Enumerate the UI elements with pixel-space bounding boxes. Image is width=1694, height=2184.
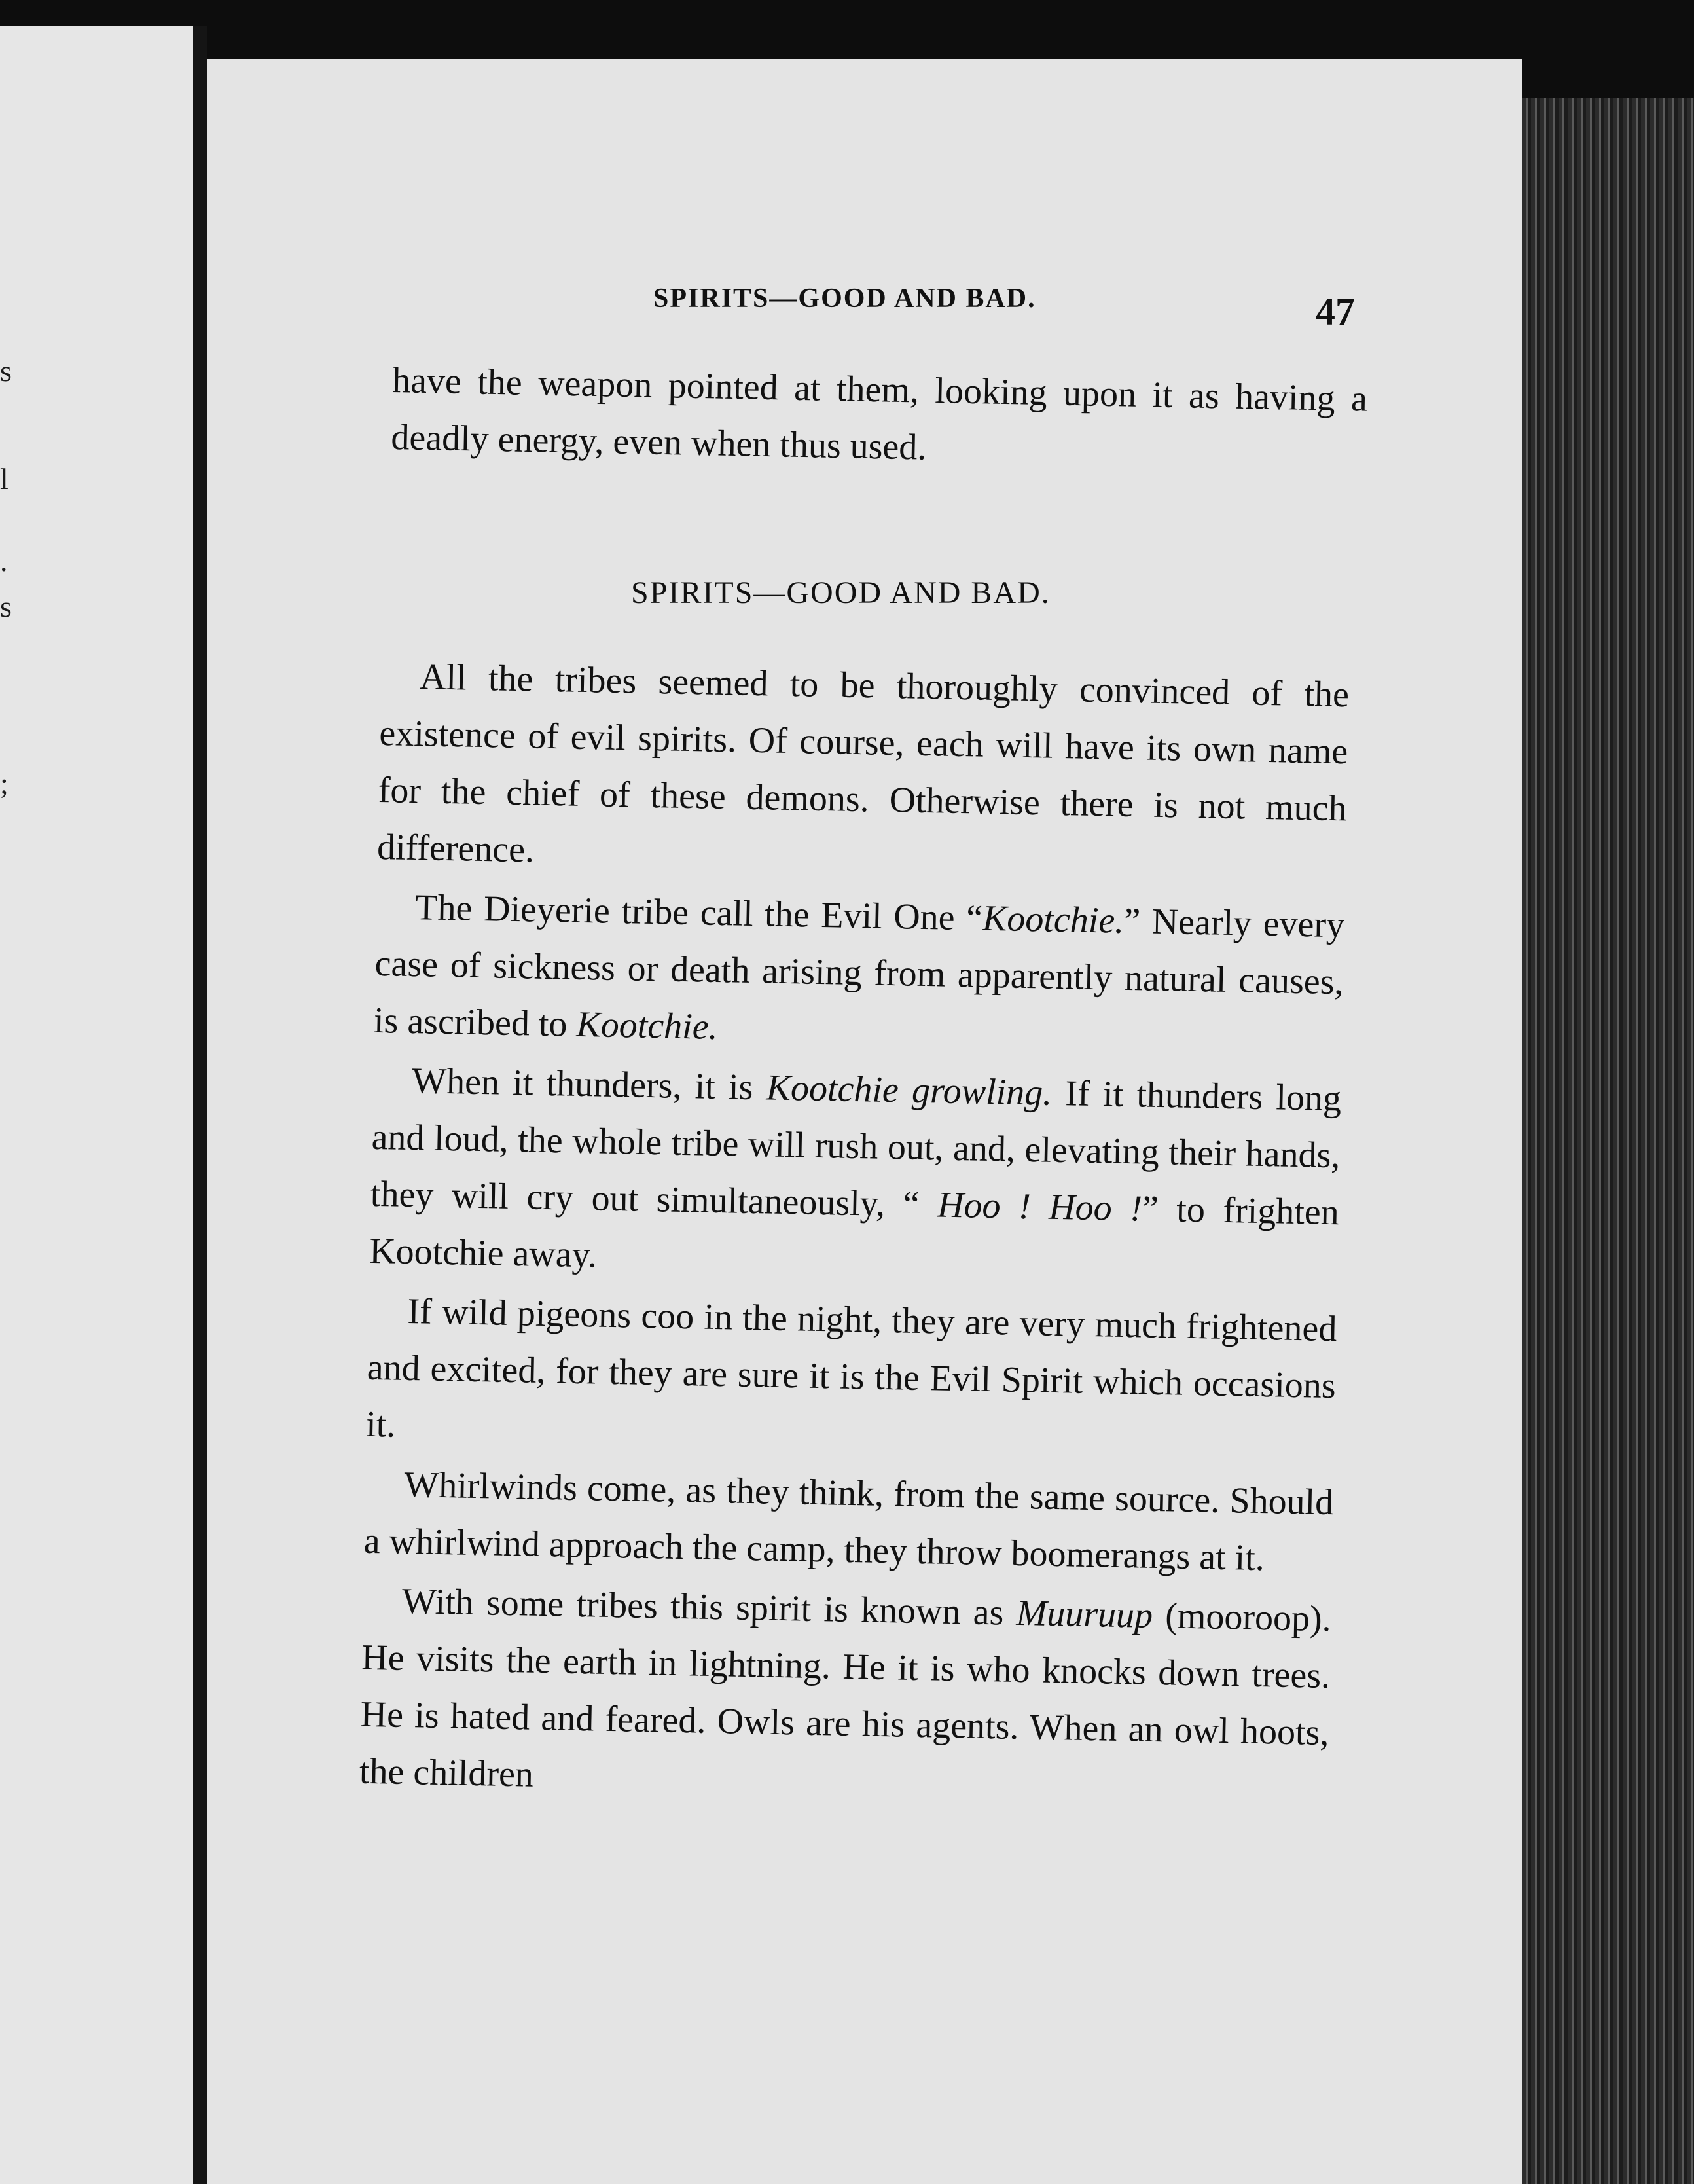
italic-run: Kootchie growling.: [766, 1067, 1053, 1114]
left-page-fragment: l: [0, 462, 9, 496]
italic-run: Hoo ! Hoo !: [918, 1184, 1143, 1229]
italic-run: Kootchie.: [982, 898, 1125, 941]
paragraph: [359, 1573, 1331, 1819]
italic-run: Kootchie.: [575, 1004, 719, 1047]
left-page: [0, 26, 193, 2184]
text-run: When it thunders, it is: [411, 1061, 767, 1108]
paragraph: have the weapon pointed at them, looking upon it as having a deadly energy, even when thus used.: [390, 359, 1368, 468]
page-number: 47: [1316, 290, 1355, 333]
paragraph: Whirlwinds come, as they think, from the same source. Should a whirlwind approach the camp, they throw boomerangs at it.: [363, 1464, 1334, 1579]
paragraph: All the tribes seemed to be thoroughly convinced of the existence of evil spirits. Of course, each will have its own name for the chief of these demons. Otherwise there is not much difference.: [376, 657, 1350, 871]
left-page-fragment: s: [0, 354, 12, 388]
text-run: ” Nearly every case of sickness or death arising from apparently natural causes, is ascribed to: [373, 900, 1345, 1045]
text-run: (mooroop). He visits the earth in lightning. He it is who knocks down trees. He is hated and feared. Owls are his agents. When an owl hoots, the children: [359, 1595, 1332, 1795]
left-page-fragment: ;: [0, 767, 9, 800]
page-edges: [1522, 98, 1694, 2184]
text-run: With some tribes this spirit is known as: [401, 1580, 1017, 1633]
main-text-block: [359, 648, 1350, 1819]
paragraph: If wild pigeons coo in the night, they are very much frightened and excited, for they are sure it is the Evil Spirit which occasions it.: [365, 1290, 1337, 1446]
section-heading: SPIRITS—GOOD AND BAD.: [631, 575, 1051, 610]
italic-run: Muuruup: [1016, 1592, 1153, 1636]
book-gutter: [193, 26, 207, 2184]
paragraph: [373, 879, 1345, 1068]
text-run: If it thunders long and loud, the whole tribe will rush out, and, elevating their hands, they will cry out simultaneously, “: [370, 1072, 1342, 1225]
text-run: The Dieyerie tribe call the Evil One “: [414, 887, 983, 939]
left-page-fragment: s: [0, 590, 12, 623]
text-run: ” to frighten Kootchie away.: [369, 1188, 1340, 1276]
left-page-fragment: .: [0, 544, 8, 577]
running-head: SPIRITS—GOOD AND BAD.: [653, 283, 1036, 314]
paragraph: [369, 1052, 1341, 1298]
top-text-block: [391, 352, 1368, 485]
